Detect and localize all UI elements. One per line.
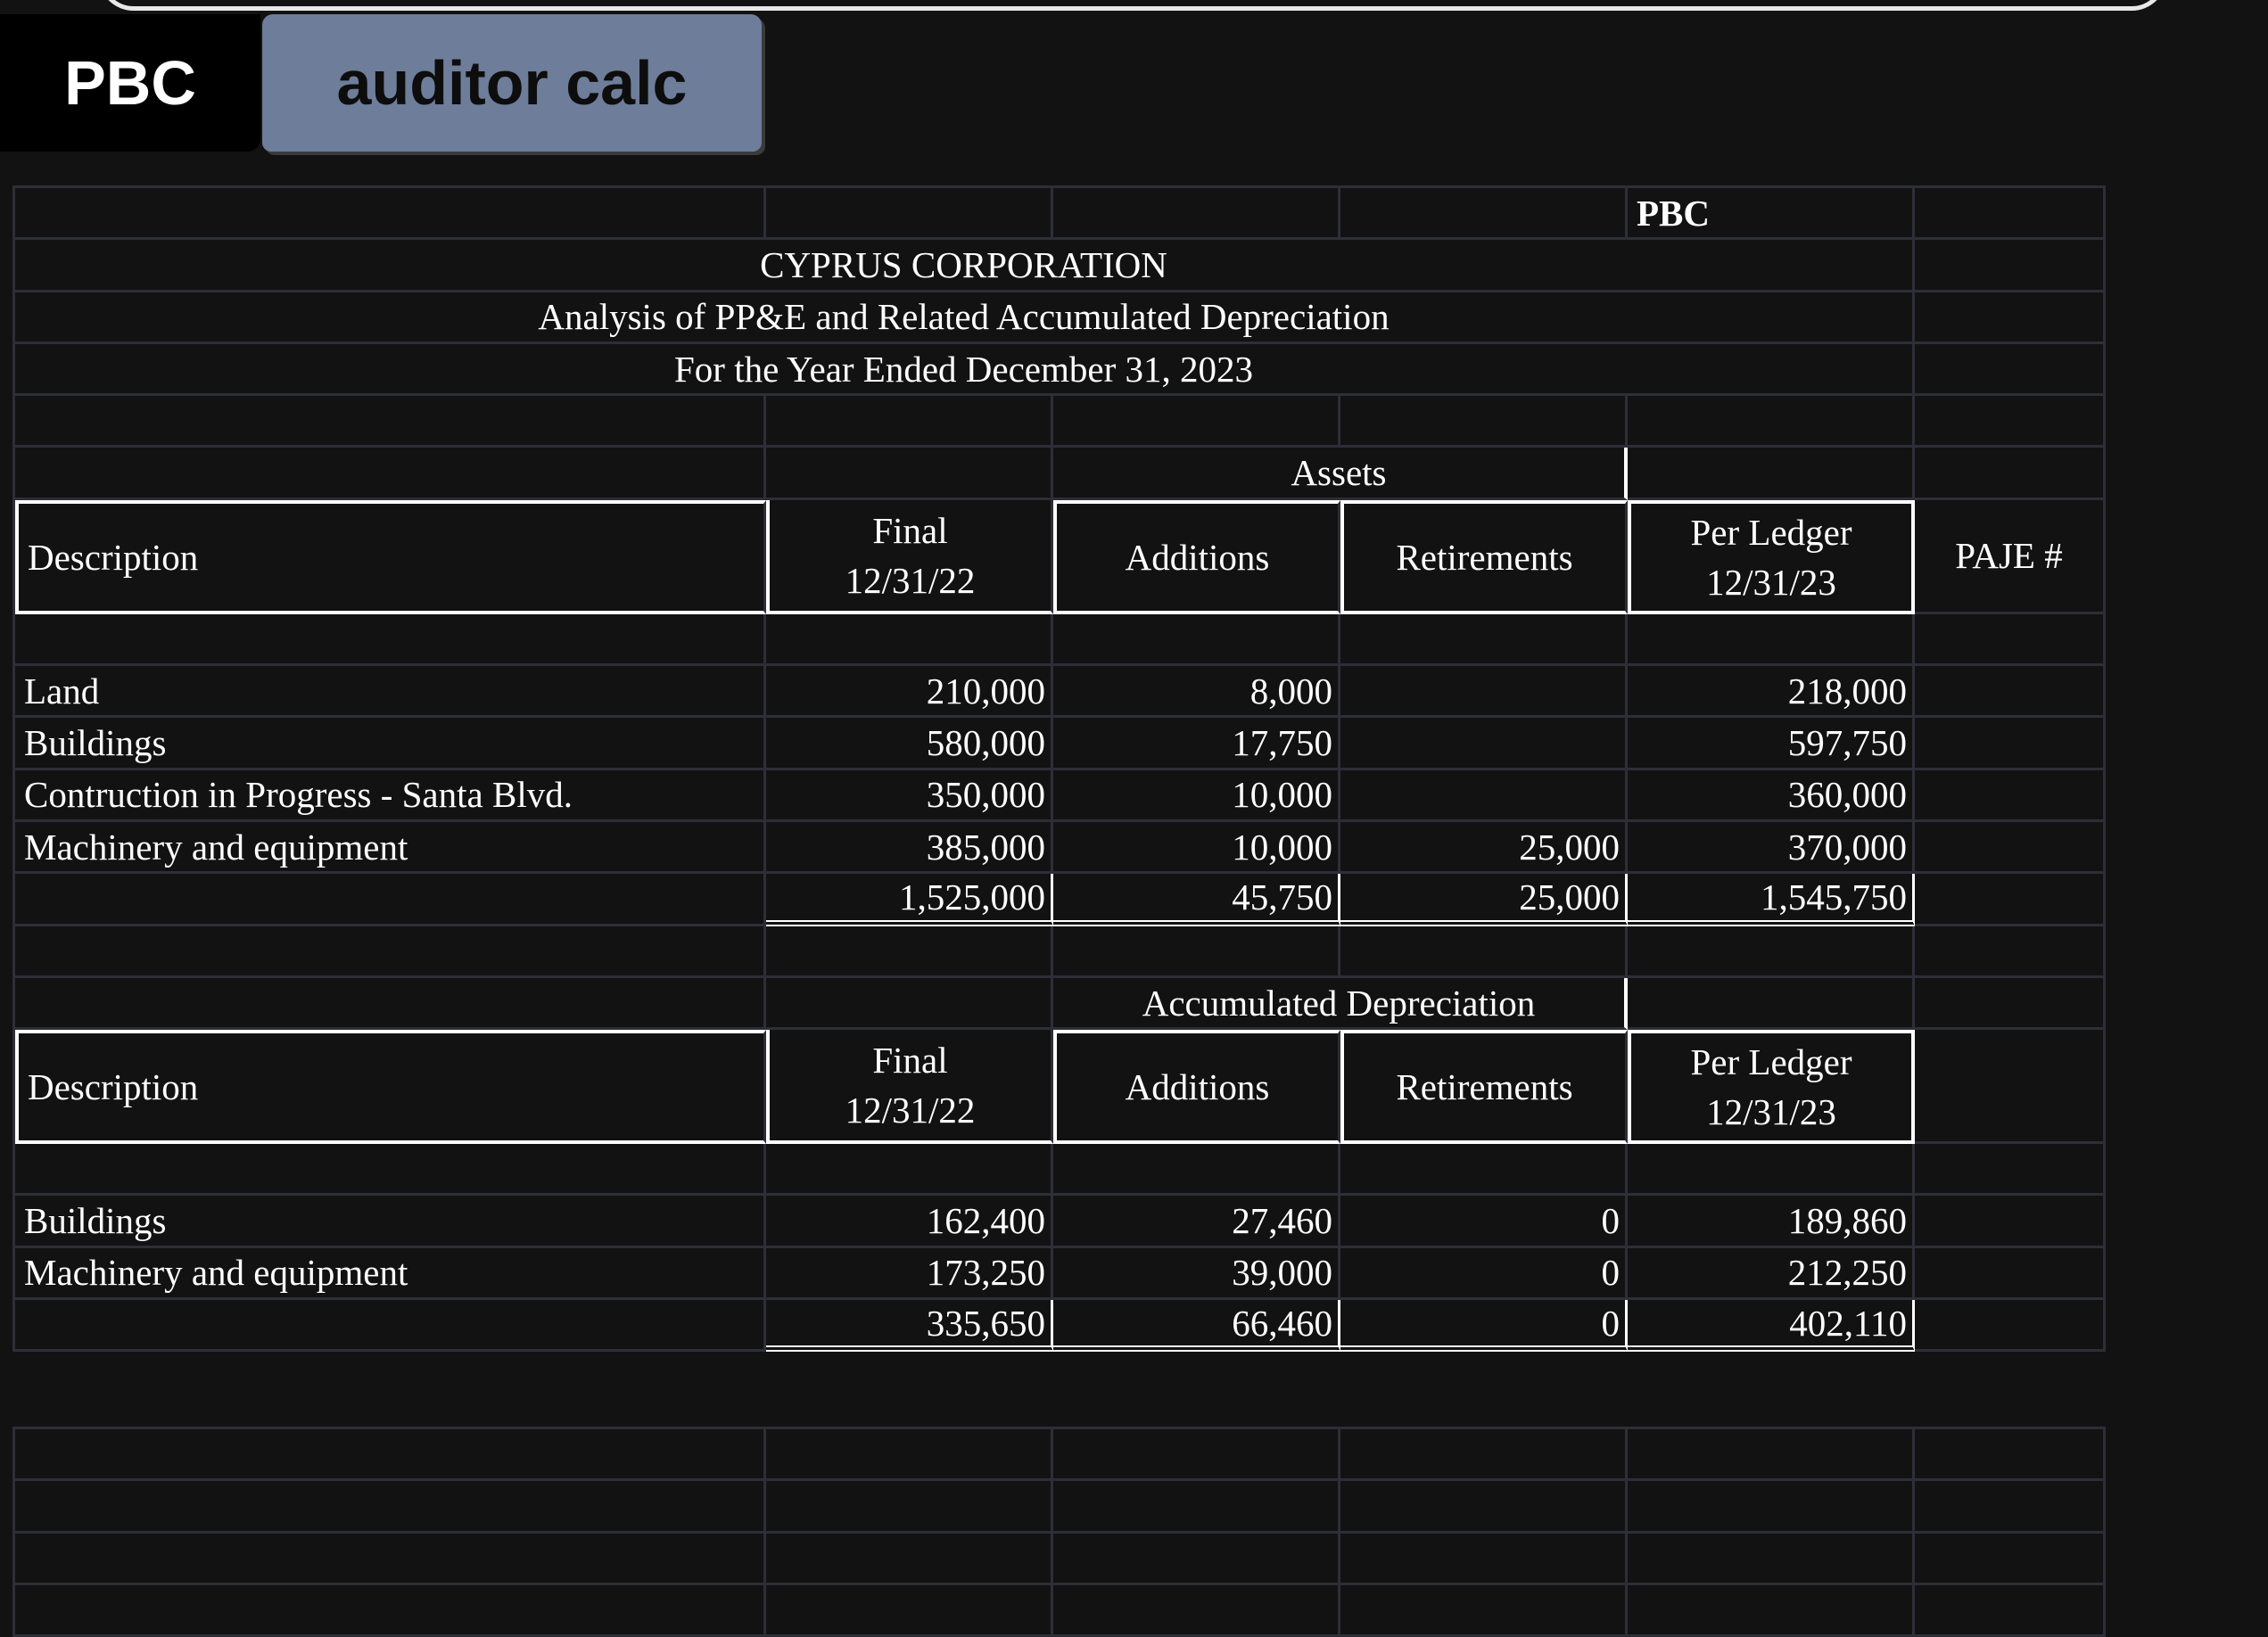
depreciation-group-header[interactable]: Accumulated Depreciation <box>1053 978 1628 1030</box>
cell[interactable] <box>1053 1429 1340 1481</box>
cell[interactable] <box>15 396 766 448</box>
dep-additions[interactable]: 27,460 <box>1053 1196 1340 1247</box>
cell[interactable] <box>1628 978 1915 1030</box>
cell[interactable] <box>15 614 766 666</box>
cell[interactable] <box>1915 1144 2106 1196</box>
cell[interactable] <box>1915 1429 2106 1481</box>
cell[interactable] <box>766 1585 1053 1637</box>
asset-final[interactable]: 385,000 <box>766 822 1053 874</box>
cell[interactable] <box>15 926 766 978</box>
cell[interactable] <box>1628 448 1915 499</box>
cell[interactable] <box>1915 1196 2106 1247</box>
cell[interactable] <box>1340 396 1628 448</box>
cell[interactable] <box>1915 822 2106 874</box>
cell[interactable] <box>1915 240 2106 292</box>
cell[interactable] <box>766 978 1053 1030</box>
cell[interactable] <box>1915 1534 2106 1585</box>
asset-ledger[interactable]: 360,000 <box>1628 770 1915 822</box>
cell[interactable] <box>1915 926 2106 978</box>
cell[interactable] <box>15 874 766 925</box>
dep-total-ledger[interactable]: 402,110 <box>1628 1300 1915 1352</box>
assets-retirements-header[interactable]: Retirements <box>1340 500 1628 614</box>
cell[interactable] <box>1053 1144 1340 1196</box>
dep-ledger-header[interactable] <box>1628 1030 1915 1144</box>
company-name[interactable]: CYPRUS CORPORATION <box>15 240 1915 292</box>
cell[interactable] <box>1340 1585 1628 1637</box>
asset-final[interactable]: 580,000 <box>766 718 1053 769</box>
cell[interactable] <box>15 1534 766 1585</box>
cell[interactable] <box>766 1429 1053 1481</box>
cell[interactable] <box>1340 1534 1628 1585</box>
asset-ledger[interactable]: 597,750 <box>1628 718 1915 769</box>
ledger-label: Per Ledger <box>1690 511 1852 553</box>
cell[interactable] <box>1915 614 2106 666</box>
tab-pbc[interactable]: PBC <box>0 14 260 152</box>
dep-final[interactable]: 162,400 <box>766 1196 1053 1247</box>
cell[interactable] <box>1915 188 2106 240</box>
dep-total-retirements[interactable]: 0 <box>1340 1300 1628 1352</box>
cell[interactable] <box>1053 1481 1340 1533</box>
cell[interactable] <box>15 978 766 1030</box>
asset-description[interactable]: Land <box>15 666 766 718</box>
cell[interactable] <box>1628 396 1915 448</box>
cell[interactable] <box>1053 926 1340 978</box>
asset-total-ledger[interactable]: 1,545,750 <box>1628 874 1915 925</box>
cell[interactable] <box>1915 292 2106 344</box>
cell[interactable] <box>1628 1534 1915 1585</box>
cell[interactable] <box>766 614 1053 666</box>
tab-auditor-calc[interactable]: auditor calc <box>262 14 762 152</box>
cell[interactable] <box>1915 344 2106 396</box>
dep-final[interactable]: 173,250 <box>766 1248 1053 1300</box>
dep-total-final[interactable]: 335,650 <box>766 1300 1053 1352</box>
assets-description-header[interactable]: Description <box>15 500 766 614</box>
asset-total-retirements[interactable]: 25,000 <box>1340 874 1628 925</box>
cell[interactable] <box>1628 926 1915 978</box>
cell[interactable] <box>1628 614 1915 666</box>
cell[interactable] <box>1915 666 2106 718</box>
assets-paje-header[interactable]: PAJE # <box>1915 500 2106 614</box>
cell[interactable] <box>15 1481 766 1533</box>
cell[interactable] <box>1340 926 1628 978</box>
dep-total-additions[interactable]: 66,460 <box>1053 1300 1340 1352</box>
cell[interactable] <box>766 926 1053 978</box>
assets-final-header[interactable] <box>766 500 1053 614</box>
cell[interactable] <box>1628 1144 1915 1196</box>
cell[interactable] <box>1628 1585 1915 1637</box>
cell[interactable] <box>1053 188 1340 240</box>
asset-final[interactable]: 350,000 <box>766 770 1053 822</box>
asset-additions[interactable]: 17,750 <box>1053 718 1340 769</box>
cell[interactable] <box>766 1481 1053 1533</box>
asset-ledger[interactable]: 370,000 <box>1628 822 1915 874</box>
asset-total-additions[interactable]: 45,750 <box>1053 874 1340 925</box>
cell[interactable] <box>15 1300 766 1352</box>
cell[interactable] <box>1915 874 2106 925</box>
cell[interactable] <box>1628 1429 1915 1481</box>
cell[interactable] <box>1915 1030 2106 1144</box>
dep-retirements[interactable]: 0 <box>1340 1196 1628 1247</box>
cell[interactable] <box>766 448 1053 499</box>
asset-retirements[interactable] <box>1340 666 1628 718</box>
assets-group-header[interactable]: Assets <box>1053 448 1628 499</box>
asset-additions[interactable]: 10,000 <box>1053 770 1340 822</box>
assets-additions-header[interactable]: Additions <box>1053 500 1340 614</box>
dep-description[interactable]: Machinery and equipment <box>15 1248 766 1300</box>
cell[interactable] <box>15 1429 766 1481</box>
cell[interactable] <box>1915 1248 2106 1300</box>
cell[interactable] <box>1915 1300 2106 1352</box>
dep-description-header[interactable]: Description <box>15 1030 766 1144</box>
cell[interactable] <box>1340 1481 1628 1533</box>
assets-ledger-header[interactable] <box>1628 500 1915 614</box>
cell[interactable] <box>15 448 766 499</box>
final-date: 12/31/22 <box>845 1090 976 1131</box>
dep-additions[interactable]: 39,000 <box>1053 1248 1340 1300</box>
ledger-date: 12/31/23 <box>1706 561 1836 603</box>
top-window-frame <box>98 0 2167 11</box>
dep-retirements[interactable]: 0 <box>1340 1248 1628 1300</box>
cell[interactable] <box>1340 188 1628 240</box>
cell[interactable] <box>1915 770 2106 822</box>
dep-additions-header[interactable]: Additions <box>1053 1030 1340 1144</box>
ledger-date: 12/31/23 <box>1706 1091 1836 1133</box>
cell[interactable] <box>766 1144 1053 1196</box>
cell[interactable] <box>15 1585 766 1637</box>
ledger-label: Per Ledger <box>1690 1041 1852 1083</box>
asset-retirements[interactable] <box>1340 718 1628 769</box>
cell[interactable] <box>1915 1585 2106 1637</box>
lower-empty-grid <box>12 1427 2106 1637</box>
asset-additions[interactable]: 10,000 <box>1053 822 1340 874</box>
cell[interactable] <box>1915 978 2106 1030</box>
asset-description[interactable]: Contruction in Progress - Santa Blvd. <box>15 770 766 822</box>
asset-ledger[interactable]: 218,000 <box>1628 666 1915 718</box>
dep-ledger[interactable]: 189,860 <box>1628 1196 1915 1247</box>
pbc-label[interactable]: PBC <box>1628 188 1915 240</box>
asset-additions[interactable]: 8,000 <box>1053 666 1340 718</box>
cell[interactable] <box>1915 448 2106 499</box>
report-period[interactable]: For the Year Ended December 31, 2023 <box>15 344 1915 396</box>
report-title[interactable]: Analysis of PP&E and Related Accumulated Depreciation <box>15 292 1915 344</box>
cell[interactable] <box>1053 396 1340 448</box>
asset-description[interactable]: Buildings <box>15 718 766 769</box>
cell[interactable] <box>766 1534 1053 1585</box>
cell[interactable] <box>766 188 1053 240</box>
dep-retirements-header[interactable]: Retirements <box>1340 1030 1628 1144</box>
cell[interactable] <box>1340 1429 1628 1481</box>
final-date: 12/31/22 <box>845 559 976 601</box>
asset-final[interactable]: 210,000 <box>766 666 1053 718</box>
cell[interactable] <box>1053 1534 1340 1585</box>
asset-retirements[interactable]: 25,000 <box>1340 822 1628 874</box>
cell[interactable] <box>1340 1144 1628 1196</box>
cell[interactable] <box>1915 718 2106 769</box>
dep-final-header[interactable] <box>766 1030 1053 1144</box>
dep-description[interactable]: Buildings <box>15 1196 766 1247</box>
cell[interactable] <box>1053 614 1340 666</box>
asset-total-final[interactable]: 1,525,000 <box>766 874 1053 925</box>
cell[interactable] <box>1915 1481 2106 1533</box>
cell[interactable] <box>766 396 1053 448</box>
spreadsheet-grid <box>12 185 2106 1352</box>
final-label: Final <box>872 509 948 551</box>
asset-retirements[interactable] <box>1340 770 1628 822</box>
cell[interactable] <box>1915 396 2106 448</box>
cell[interactable] <box>1340 614 1628 666</box>
cell[interactable] <box>15 1144 766 1196</box>
cell[interactable] <box>15 188 766 240</box>
cell[interactable] <box>1628 1481 1915 1533</box>
cell[interactable] <box>1053 1585 1340 1637</box>
dep-ledger[interactable]: 212,250 <box>1628 1248 1915 1300</box>
final-label: Final <box>872 1040 948 1082</box>
asset-description[interactable]: Machinery and equipment <box>15 822 766 874</box>
